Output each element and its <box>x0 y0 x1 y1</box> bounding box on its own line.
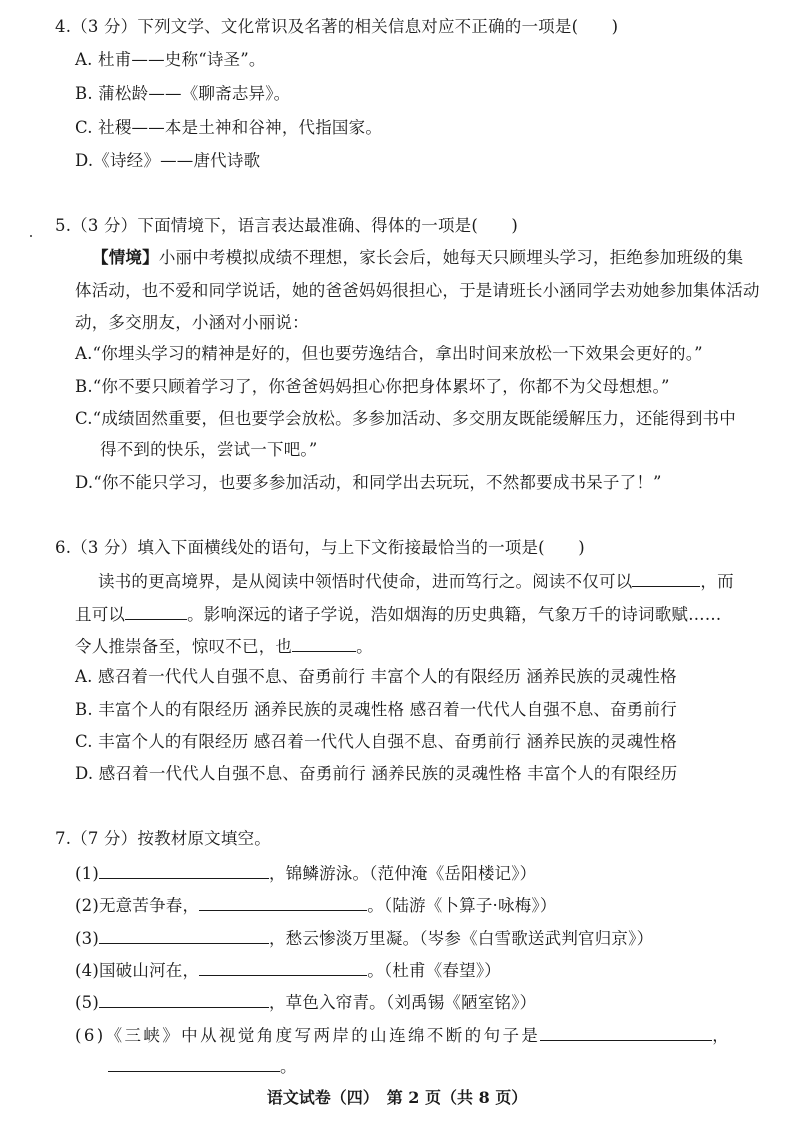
q7-item-6-text: (6)《三峡》中从视觉角度写两岸的山连绵不断的句子是 <box>75 1026 541 1045</box>
q7-item-2-text-after: 。（陆游《卜算子·咏梅》） <box>367 896 557 915</box>
page-footer: 语文试卷（四） 第 2 页（共 8 页） <box>266 1088 528 1107</box>
q7-item-3-number: (3) <box>75 929 99 948</box>
q7-item-5 <box>75 989 536 1015</box>
q5-option-a: A.“你埋头学习的精神是好的，但也要劳逸结合，拿出时间来放松一下效果会更好的。” <box>75 344 703 363</box>
q6-passage-line-2 <box>75 601 722 627</box>
q7-blank-4[interactable] <box>199 957 367 976</box>
q7-item-6-line-2 <box>108 1053 297 1079</box>
q7-item-4-text-before: (4)国破山河在， <box>75 961 200 980</box>
q5-context-line-2: 体活动，也不爱和同学说话，她的爸爸妈妈很担心，于是请班长小涵同学去劝她参加集体活动 <box>75 281 760 300</box>
q5-context-tag: 【情境】 <box>92 248 159 267</box>
q6-passage-text-3a: 令人推崇备至，惊叹不已，也 <box>75 637 293 656</box>
q4-option-a: A. 杜甫——史称“诗圣”。 <box>75 50 266 69</box>
q6-option-b: B. 丰富个人的有限经历 涵养民族的灵魂性格 感召着一代代人自强不息、奋勇前行 <box>75 700 677 719</box>
q7-item-1 <box>75 860 536 886</box>
q5-option-b: B.“你不要只顾着学习了，你爸爸妈妈担心你把身体累坏了，你都不为父母想想。” <box>75 377 670 396</box>
q7-item-1-text: ，锦鳞游泳。（范仲淹《岳阳楼记》） <box>268 864 537 883</box>
q7-blank-6a[interactable] <box>540 1022 712 1041</box>
q7-item-4 <box>75 957 501 983</box>
q4-option-c: C. 社稷——本是土神和谷神，代指国家。 <box>75 118 383 137</box>
q6-blank-1[interactable] <box>632 568 700 587</box>
q6-passage-text-1a: 读书的更高境界，是从阅读中领悟时代使命，进而笃行之。阅读不仅可以 <box>98 572 633 591</box>
q7-blank-5[interactable] <box>99 989 269 1008</box>
q7-item-6-period: 。 <box>280 1057 297 1076</box>
q5-option-d: D.“你不能只学习，也要多参加活动，和同学出去玩玩，不然都要成书呆子了！” <box>75 473 662 492</box>
q5-context-line-1 <box>92 246 743 270</box>
q7-item-3 <box>75 925 653 951</box>
q7-item-6-comma: ， <box>712 1026 732 1045</box>
q6-passage-text-3b: 。 <box>356 637 373 656</box>
q6-passage-text-2a: 且可以 <box>75 605 126 624</box>
q7-stem: 7.（7 分）按教材原文填空。 <box>55 829 271 848</box>
q4-option-b: B. 蒲松龄——《聊斋志异》。 <box>75 84 291 103</box>
q4-stem: 4.（3 分）下列文学、文化常识及名著的相关信息对应不正确的一项是( ) <box>55 17 619 36</box>
q7-item-5-text: ，草色入帘青。（刘禹锡《陋室铭》） <box>268 993 537 1012</box>
scan-speck <box>30 235 32 237</box>
q7-item-6 <box>75 1022 731 1048</box>
q5-stem: 5.（3 分）下面情境下，语言表达最准确、得体的一项是( ) <box>55 216 519 235</box>
q7-item-5-number: (5) <box>75 993 99 1012</box>
q6-stem: 6.（3 分）填入下面横线处的语句，与上下文衔接最恰当的一项是( ) <box>55 538 585 557</box>
q7-item-3-text: ，愁云惨淡万里凝。（岑参《白雪歌送武判官归京》） <box>268 929 654 948</box>
q5-context-text-1: 小丽中考模拟成绩不理想，家长会后，她每天只顾埋头学习，拒绝参加班级的集 <box>158 248 744 267</box>
q6-blank-2[interactable] <box>125 601 187 620</box>
q7-item-2-text-before: (2)无意苦争春， <box>75 896 200 915</box>
q7-blank-3[interactable] <box>99 925 269 944</box>
q5-option-c-line-2: 得不到的快乐，尝试一下吧。” <box>100 440 318 459</box>
q7-blank-2[interactable] <box>199 892 367 911</box>
q5-option-c-line-1: C.“成绩固然重要，但也要学会放松。多参加活动、多交朋友既能缓解压力，还能得到书中 <box>75 409 736 428</box>
q6-option-c: C. 丰富个人的有限经历 感召着一代代人自强不息、奋勇前行 涵养民族的灵魂性格 <box>75 732 677 751</box>
q4-option-d: D.《诗经》——唐代诗歌 <box>75 151 261 170</box>
q6-passage-text-1b: ，而 <box>700 572 734 591</box>
q7-item-4-text-after: 。（杜甫《春望》） <box>367 961 501 980</box>
q6-passage-line-3 <box>75 633 373 659</box>
q7-item-2 <box>75 892 557 918</box>
q6-option-a: A. 感召着一代代人自强不息、奋勇前行 丰富个人的有限经历 涵养民族的灵魂性格 <box>75 667 677 686</box>
q7-item-1-number: (1) <box>75 864 99 883</box>
q6-passage-text-2b: 。影响深远的诸子学说，浩如烟海的历史典籍，气象万千的诗词歌赋…… <box>187 605 722 624</box>
q6-passage-line-1 <box>98 568 734 594</box>
q7-blank-1[interactable] <box>99 860 269 879</box>
q5-context-line-3: 动，多交朋友，小涵对小丽说： <box>75 313 309 332</box>
q6-blank-3[interactable] <box>292 633 356 652</box>
q6-option-d: D. 感召着一代代人自强不息、奋勇前行 涵养民族的灵魂性格 丰富个人的有限经历 <box>75 764 678 783</box>
q7-blank-6b[interactable] <box>108 1053 280 1072</box>
